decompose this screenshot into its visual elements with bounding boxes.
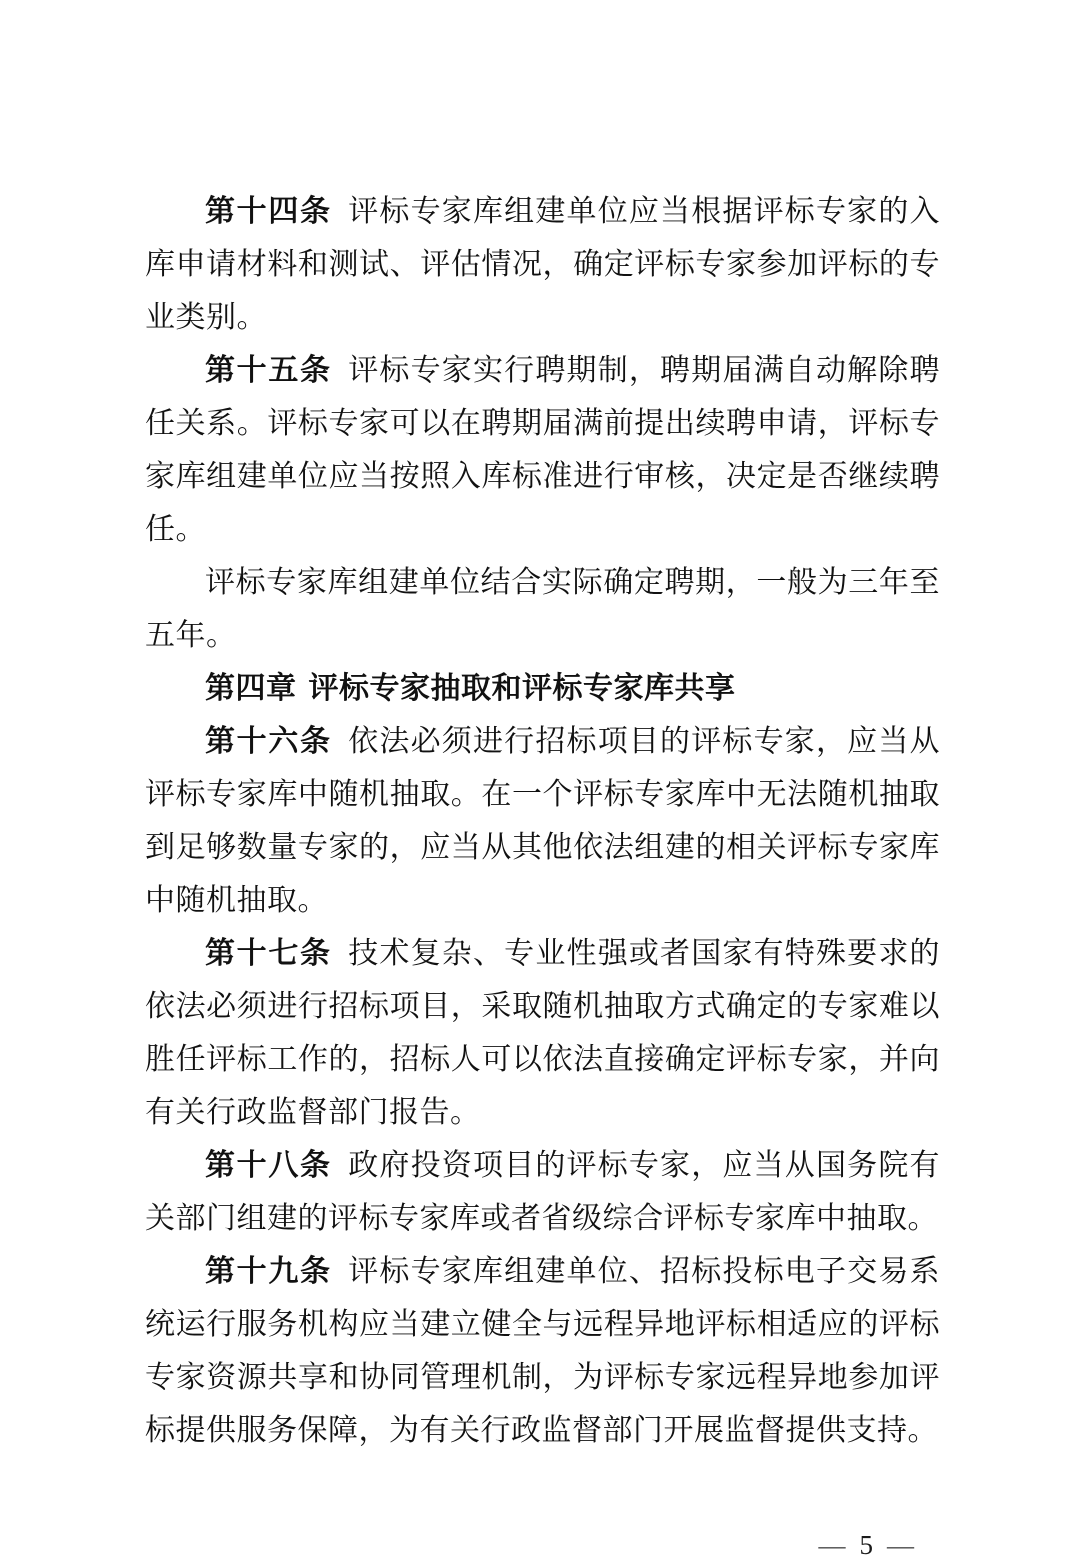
article-15-supplement-text: 评标专家库组建单位结合实际确定聘期，一般为三年至五年。 [145, 566, 940, 652]
article-18-text: 政府投资项目的评标专家，应当从国务院有关部门组建的评标专家库或者省级综合评标专家库中抽取。 [145, 1149, 941, 1235]
paragraph-article-15 [145, 344, 940, 556]
paragraph-article-19 [145, 1245, 940, 1457]
article-14-label: 第十四条 [205, 195, 332, 228]
paragraph-article-18 [145, 1139, 940, 1245]
chapter-4-label: 第四章 [205, 672, 297, 705]
article-19-label: 第十九条 [205, 1255, 332, 1288]
page-footer [145, 1529, 940, 1561]
article-16-label: 第十六条 [205, 725, 332, 758]
page-number-right-dash: — [887, 1530, 914, 1560]
article-17-label: 第十七条 [205, 937, 332, 970]
paragraph-article-15-supplement [145, 556, 940, 662]
chapter-4-title: 评标专家抽取和评标专家库共享 [308, 672, 736, 705]
article-17-text: 技术复杂、专业性强或者国家有特殊要求的依法必须进行招标项目，采取随机抽取方式确定的专家难以胜任评标工作的，招标人可以依法直接确定评标专家，并向有关行政监督部门报告。 [145, 937, 941, 1129]
article-15-text: 评标专家实行聘期制，聘期届满自动解除聘任关系。评标专家可以在聘期届满前提出续聘申请，评标专家库组建单位应当按照入库标准进行审核，决定是否继续聘任。 [145, 354, 941, 546]
paragraph-article-16 [145, 715, 940, 927]
article-15-label: 第十五条 [205, 354, 332, 387]
document-body [145, 185, 940, 1457]
article-14-text: 评标专家库组建单位应当根据评标专家的入库申请材料和测试、评估情况，确定评标专家参加评标的专业类别。 [145, 195, 941, 334]
article-18-label: 第十八条 [205, 1149, 332, 1182]
chapter-4-heading [145, 662, 940, 715]
page-number-left-dash: — [818, 1530, 846, 1560]
paragraph-article-14 [145, 185, 940, 344]
article-19-text: 评标专家库组建单位、招标投标电子交易系统运行服务机构应当建立健全与远程异地评标相适应的评标专家资源共享和协同管理机制，为评标专家远程异地参加评标提供服务保障，为有关行政监督部门开展监督提供支持。 [145, 1255, 941, 1447]
paragraph-article-17 [145, 927, 940, 1139]
article-16-text: 依法必须进行招标项目的评标专家，应当从评标专家库中随机抽取。在一个评标专家库中无法随机抽取到足够数量专家的，应当从其他依法组建的相关评标专家库中随机抽取。 [145, 725, 941, 917]
page-number: 5 [859, 1530, 873, 1560]
